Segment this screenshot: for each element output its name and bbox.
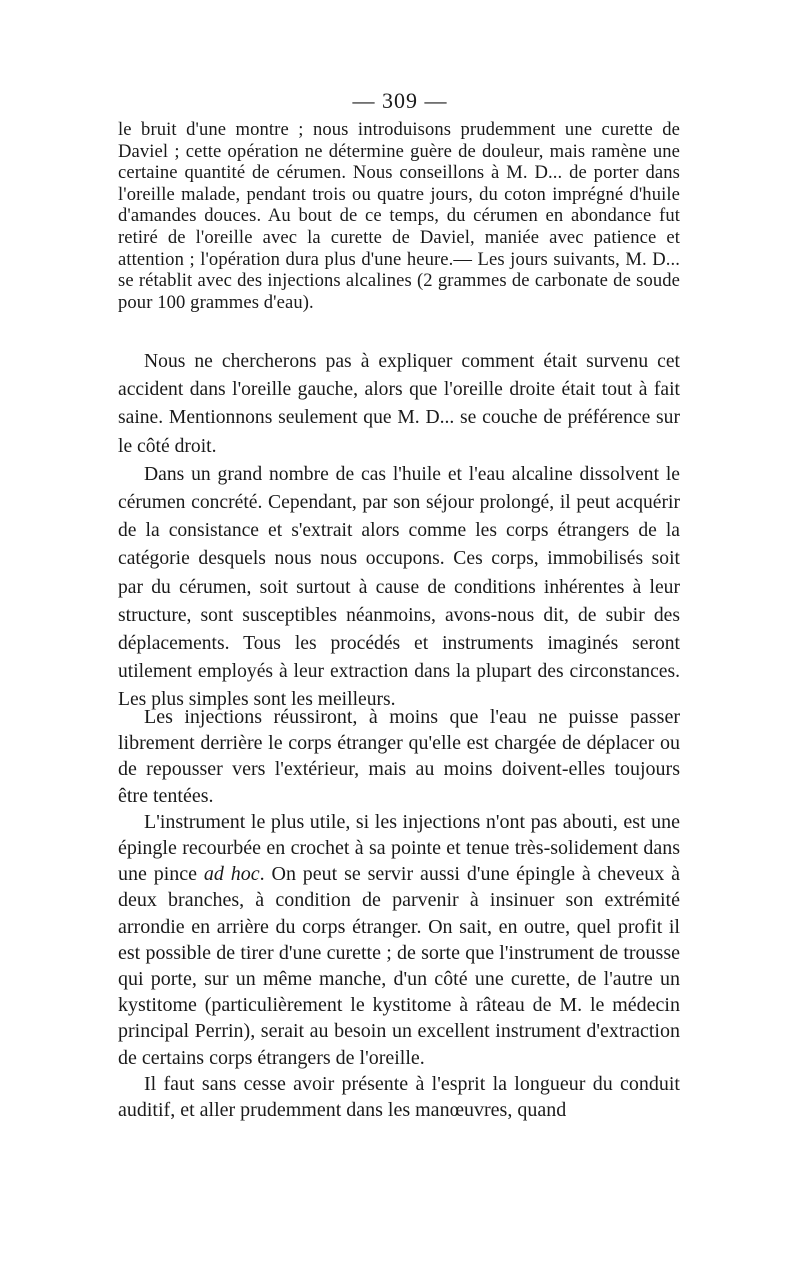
page-number: — 309 — — [352, 88, 448, 113]
paragraph-case-continuation: le bruit d'une montre ; nous introduisons prudemment une curette de Daviel ; cette opération ne détermine guère de douleur, mais ramène une certaine quantité de cérumen. Nous conseillons à M. D... de porter dans l'oreille malade, pendant trois ou quatre jours, du coton imprégné d'huile d'amandes douces. Au bout de ce temps, du cérumen en abondance fut retiré de l'oreille avec la curette de Daviel, maniée avec patience et attention ; l'opération dura plus d'une heure.— Les jours suivants, M. D... se rétablit avec des injections alcalines (2 grammes de carbonate de soude pour 100 grammes d'eau). — [118, 119, 680, 313]
instrument-text-start: L'instrument le plus utile, si les injections n'ont pas abouti, est une épingle recourbée en crochet à sa pointe et tenue très-solidement dans une pince — [118, 810, 680, 886]
paragraph-cerumen: Dans un grand nombre de cas l'huile et l'eau alcaline dissolvent le cérumen concrété. Cependant, par son séjour prolongé, il peut acquérir de la consistance et s'extrait alors comme les corps étrangers de la catégorie desquels nous nous occupons. Ces corps, immobilisés soit par du cérumen, soit surtout à cause de conditions inhérentes à leur structure, sont susceptibles néanmoins, avons-nous dit, de subir des déplacements. Tous les procédés et instruments imaginés seront utilement employés à leur extraction dans la plupart des circonstances. Les plus simples sont les meilleurs. — [118, 463, 680, 711]
case-report-block — [118, 119, 680, 313]
paragraph-injections: Les injections réussiront, à moins que l'eau ne puisse passer librement derrière le corps étranger qu'elle est chargée de déplacer ou de repousser vers l'extérieur, mais au moins doivent-elles toujours être tentées. — [118, 706, 680, 807]
paragraph-instrument — [118, 809, 680, 1071]
paragraph-left-ear: Nous ne chercherons pas à expliquer comment était survenu cet accident dans l'oreille gauche, alors que l'oreille droite était tout à fait saine. Mentionnons seulement que M. D... se couche de préférence sur le côté droit. — [118, 351, 680, 457]
extraction-block — [118, 704, 680, 1123]
instrument-text-italic: ad hoc — [203, 863, 260, 886]
paragraph-caution: Il faut sans cesse avoir présente à l'esprit la longueur du conduit auditif, et aller prudemment dans les manœuvres, quand — [118, 1072, 680, 1122]
commentary-block — [118, 348, 680, 715]
instrument-text-end: . On peut se servir aussi d'une épingle à cheveux à deux branches, à condition de parvenir à insinuer son extrémité arrondie en arrière du corps étranger. On sait, en outre, quel profit il est possible de tirer d'une curette ; de sorte que l'instrument de trousse qui porte, sur un même manche, d'un côté une curette, de l'autre un kystitome (particulièrement le kystitome à râteau de M. le médecin principal Perrin), serait au besoin un excellent instrument d'extraction de certains corps étrangers de l'oreille. — [118, 863, 680, 1069]
